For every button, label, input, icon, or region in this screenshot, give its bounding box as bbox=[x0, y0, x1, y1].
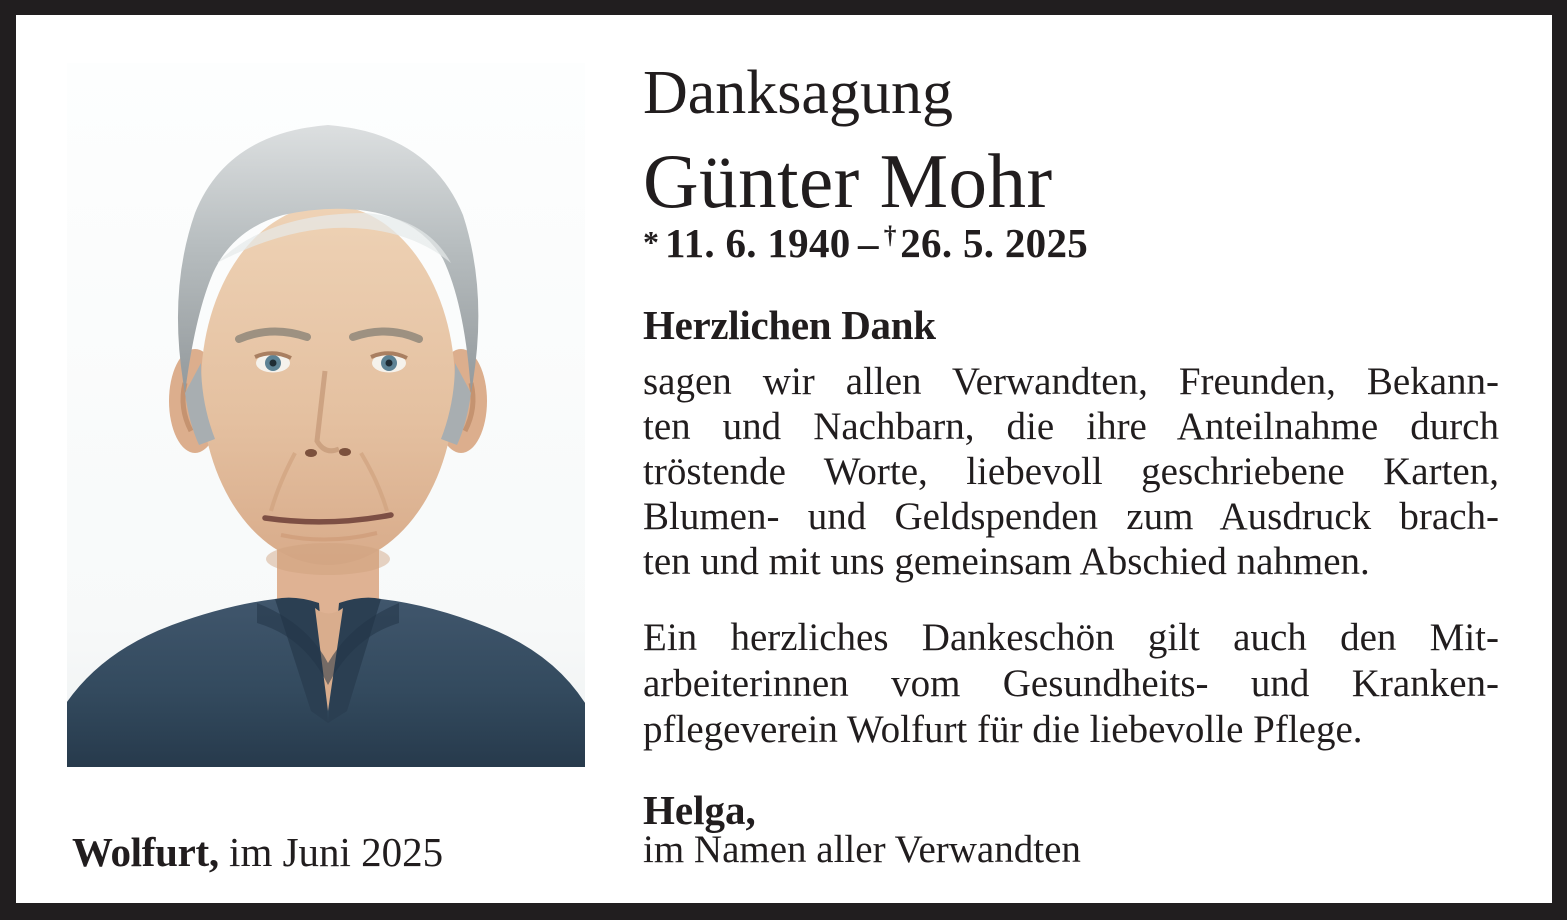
place-date-line bbox=[72, 830, 443, 875]
paragraph-line: Blumen- und Geldspenden zum Ausdruck brach- bbox=[643, 495, 1499, 538]
birth-star-icon: * bbox=[643, 225, 660, 261]
deceased-name: Günter Mohr bbox=[643, 138, 1053, 224]
portrait-illustration bbox=[67, 63, 585, 767]
portrait-photo bbox=[67, 63, 585, 767]
notice-type-heading: Danksagung bbox=[643, 59, 953, 127]
paragraph-line: ten und mit uns gemeinsam Abschied nahmen. bbox=[643, 540, 1370, 583]
paragraph-line: tröstende Worte, liebevoll geschriebene Karten, bbox=[643, 450, 1499, 493]
birth-date: 11. 6. 1940 bbox=[665, 220, 851, 266]
paragraph-line: ten und Nachbarn, die ihre Anteilnahme durch bbox=[643, 405, 1499, 448]
paragraph-line: arbeiterinnen vom Gesundheits- und Kranken- bbox=[643, 662, 1499, 705]
signature-name: Helga, bbox=[643, 787, 756, 833]
thanks-paragraph bbox=[643, 359, 1499, 584]
caregivers-paragraph bbox=[643, 615, 1499, 753]
dates-separator: – bbox=[857, 220, 879, 266]
thanks-heading: Herzlichen Dank bbox=[643, 302, 936, 348]
paragraph-line: pflegeverein Wolfurt für die liebevolle Pflege. bbox=[643, 708, 1363, 751]
place-name: Wolfurt, bbox=[72, 829, 219, 875]
paper-sheet bbox=[16, 15, 1552, 903]
date-text: im Juni 2025 bbox=[218, 829, 444, 875]
paragraph-line: Ein herzliches Dankeschön gilt auch den Mit- bbox=[643, 616, 1499, 659]
death-date: 26. 5. 2025 bbox=[900, 220, 1089, 266]
paragraph-line: sagen wir allen Verwandten, Freunden, Bekann- bbox=[643, 360, 1499, 403]
signature-subtitle: im Namen aller Verwandten bbox=[643, 828, 1081, 871]
death-cross-icon: † bbox=[883, 221, 897, 250]
life-dates bbox=[643, 221, 1499, 266]
